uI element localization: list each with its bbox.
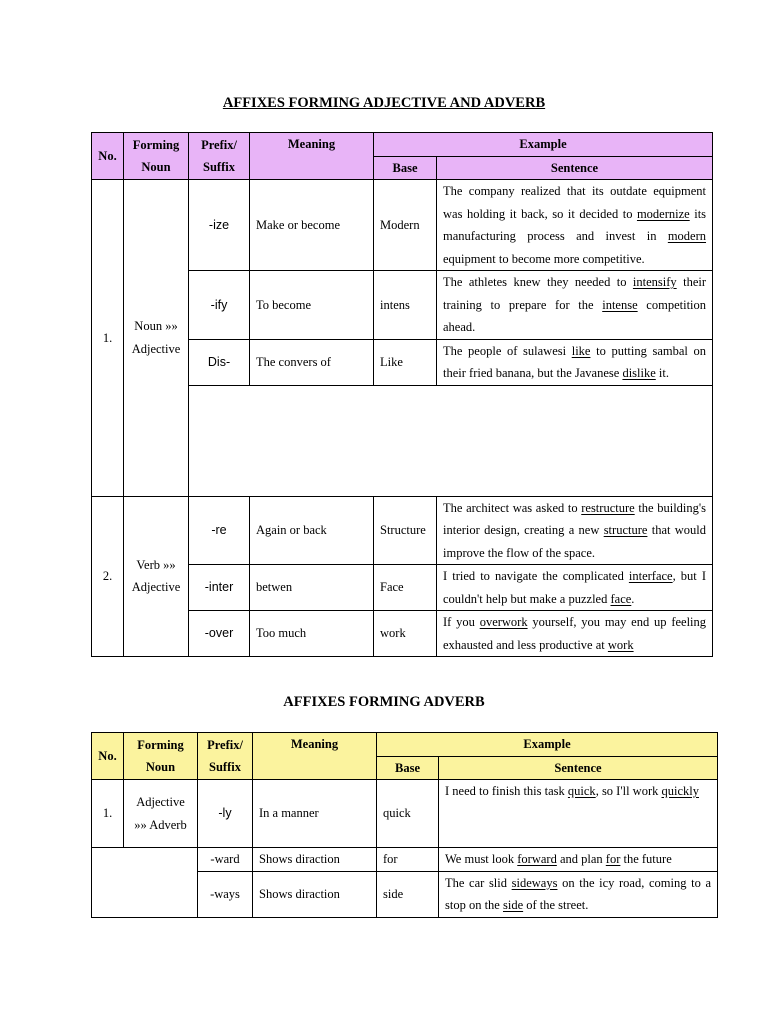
- header-example: Example: [374, 133, 713, 157]
- base-cell: quick: [377, 780, 439, 848]
- sentence-text: If you: [443, 615, 480, 629]
- meaning-cell: The convers of: [250, 339, 374, 385]
- forming-type: Adjective »» Adverb: [124, 780, 198, 848]
- meaning-cell: Again or back: [250, 496, 374, 565]
- base-cell: Modern: [374, 180, 437, 271]
- header-sentence: Sentence: [439, 756, 718, 780]
- header-meaning: Meaning: [250, 133, 374, 180]
- row-number: 2.: [92, 496, 124, 657]
- header-forming: Forming Noun: [124, 733, 198, 780]
- underlined-word: modernize: [636, 206, 690, 221]
- underlined-word: intensify: [632, 275, 677, 289]
- sentence-cell: [439, 871, 718, 917]
- affix-cell: -ward: [198, 848, 253, 872]
- sentence-cell: [439, 848, 718, 872]
- header-affix: Prefix/ Suffix: [189, 133, 250, 180]
- sentence-text: and plan: [556, 852, 606, 866]
- row-number: 1.: [92, 780, 124, 848]
- underlined-word: side: [502, 898, 524, 912]
- sentence-cell: [437, 496, 713, 565]
- meaning-cell: In a manner: [253, 780, 377, 848]
- underlined-word: modern: [667, 229, 707, 243]
- affix-cell: -ify: [189, 271, 250, 340]
- sentence-text: We must look: [445, 852, 518, 866]
- row-number: 1.: [92, 180, 124, 497]
- empty-cell: [189, 385, 713, 496]
- header-meaning: Meaning: [253, 733, 377, 780]
- meaning-cell: Make or become: [250, 180, 374, 271]
- underlined-word: like: [571, 343, 591, 358]
- adjective-affix-table: [91, 132, 713, 657]
- header-base: Base: [374, 156, 437, 180]
- header-forming: Forming Noun: [124, 133, 189, 180]
- sentence-text: on the icy road, coming to a stop on the: [445, 875, 711, 912]
- forming-type: Noun »» Adjective: [124, 180, 189, 497]
- sentence-cell: [437, 180, 713, 271]
- sentence-text: that would improve the flow of the space.: [443, 523, 707, 560]
- header-base: Base: [377, 756, 439, 780]
- affix-cell: -ways: [198, 871, 253, 917]
- table-row: [92, 848, 718, 872]
- base-cell: Face: [374, 565, 437, 611]
- table-row: [92, 496, 713, 565]
- header-affix: Prefix/ Suffix: [198, 733, 253, 780]
- underlined-word: forward: [517, 852, 557, 866]
- sentence-text: it.: [655, 366, 669, 380]
- base-cell: work: [374, 611, 437, 657]
- table2-title: AFFIXES FORMING ADVERB: [283, 694, 485, 710]
- sentence-text: The company realized that its outdate equipment was holding it back, so it decided to: [443, 184, 707, 221]
- affix-cell: -ize: [189, 180, 250, 271]
- sentence-text: I need to finish this task: [445, 784, 568, 798]
- underlined-word: dislike: [622, 366, 656, 380]
- forming-type: Verb »» Adjective: [124, 496, 189, 657]
- base-cell: intens: [374, 271, 437, 340]
- sentence-text: to putting sambal on their fried banana, but the Javanese: [443, 343, 707, 380]
- meaning-cell: Shows diraction: [253, 848, 377, 872]
- underlined-word: for: [605, 852, 621, 866]
- sentence-cell: [439, 780, 718, 848]
- sentence-cell: [437, 271, 713, 340]
- sentence-text: their training to prepare for the: [443, 275, 707, 312]
- underlined-word: overwork: [479, 615, 528, 629]
- meaning-cell: Too much: [250, 611, 374, 657]
- sentence-text: the future: [620, 852, 672, 866]
- header-no: No.: [92, 733, 124, 780]
- underlined-word: work: [607, 637, 634, 652]
- underlined-word: face: [610, 591, 632, 606]
- sentence-cell: [437, 565, 713, 611]
- underlined-word: sideways: [511, 875, 558, 890]
- sentence-text: , so I'll work: [595, 784, 662, 798]
- meaning-cell: Shows diraction: [253, 871, 377, 917]
- sentence-text: I tried to navigate the complicated: [443, 569, 629, 583]
- header-example: Example: [377, 733, 718, 757]
- header-no: No.: [92, 133, 124, 180]
- underlined-word: restructure: [581, 500, 635, 515]
- meaning-cell: To become: [250, 271, 374, 340]
- sentence-text: The people of sulawesi: [443, 343, 572, 358]
- sentence-text: yourself, you may end up feeling exhausted and less productive at: [443, 615, 707, 652]
- adverb-affix-table: [91, 732, 718, 918]
- base-cell: Structure: [374, 496, 437, 565]
- base-cell: side: [377, 871, 439, 917]
- sentence-text: its manufacturing process and invest in: [443, 206, 707, 243]
- affix-cell: -ly: [198, 780, 253, 848]
- empty-cell: [92, 848, 198, 918]
- affix-cell: -inter: [189, 565, 250, 611]
- base-cell: Like: [374, 339, 437, 385]
- affix-cell: -over: [189, 611, 250, 657]
- sentence-text: competition ahead.: [443, 297, 707, 334]
- underlined-word: interface: [628, 569, 673, 583]
- base-cell: for: [377, 848, 439, 872]
- header-sentence: Sentence: [437, 156, 713, 180]
- table-row: [92, 780, 718, 848]
- sentence-text: The car slid: [445, 875, 512, 890]
- sentence-text: The architect was asked to: [443, 500, 582, 515]
- table1-title: AFFIXES FORMING ADJECTIVE AND ADVERB: [222, 95, 546, 111]
- underlined-word: quick: [567, 784, 596, 798]
- sentence-cell: [437, 611, 713, 657]
- affix-cell: Dis-: [189, 339, 250, 385]
- sentence-text: of the street.: [523, 898, 589, 912]
- sentence-text: the building's interior design, creating a new: [443, 500, 707, 537]
- sentence-text: equipment to become more competitive.: [443, 251, 645, 266]
- sentence-cell: [437, 339, 713, 385]
- meaning-cell: betwen: [250, 565, 374, 611]
- sentence-text: , but I couldn't help but make a puzzled: [443, 569, 707, 606]
- underlined-word: intense: [602, 297, 638, 312]
- sentence-text: The athletes knew they needed to: [443, 275, 633, 289]
- affix-cell: -re: [189, 496, 250, 565]
- underlined-word: quickly: [661, 784, 699, 798]
- sentence-text: .: [631, 591, 635, 606]
- underlined-word: structure: [603, 523, 648, 537]
- table-row: [92, 180, 713, 271]
